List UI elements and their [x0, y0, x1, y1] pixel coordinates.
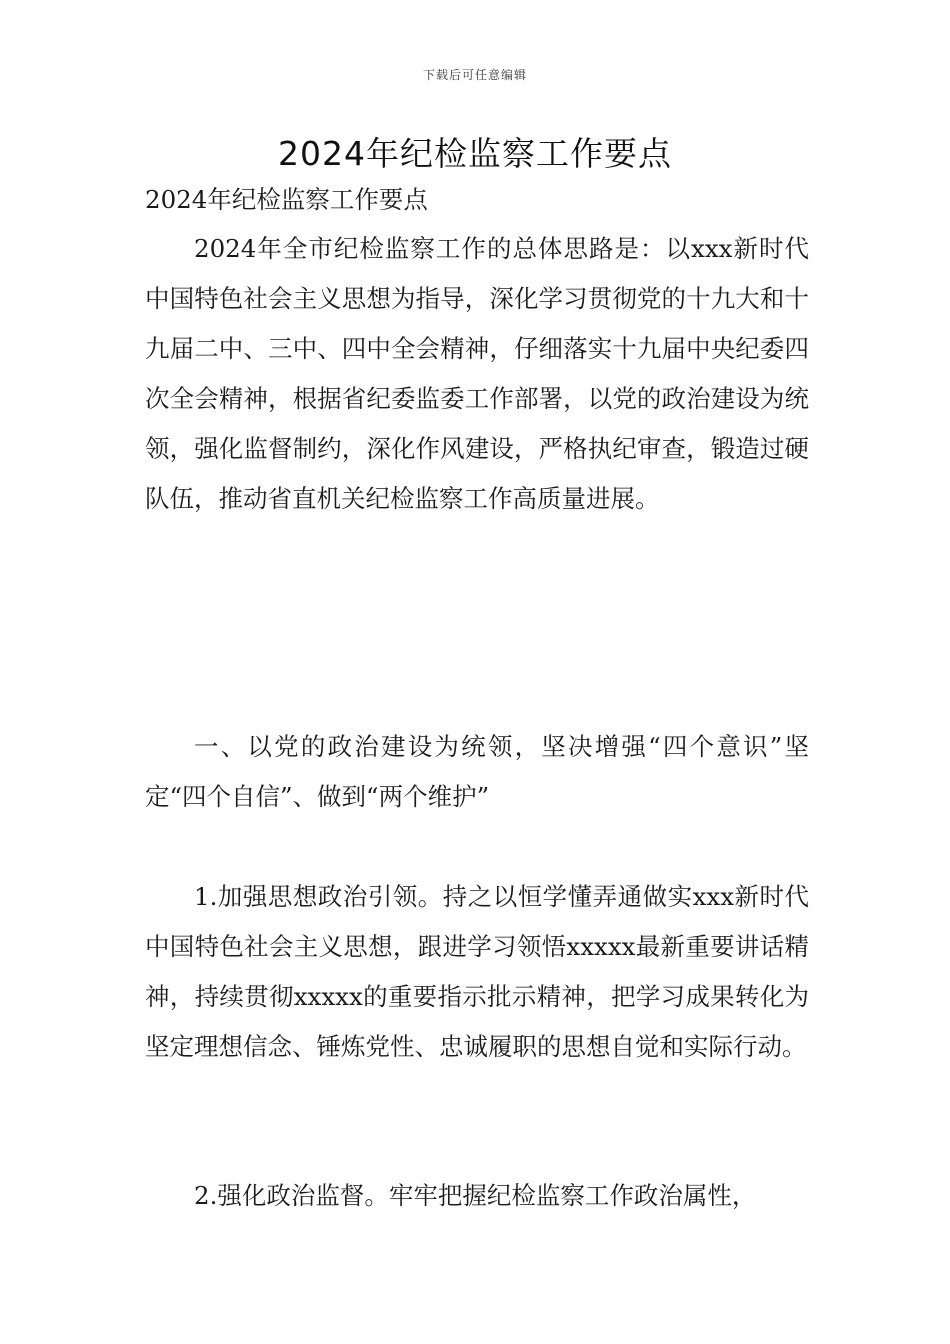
header-note: 下载后可任意编辑	[422, 68, 527, 82]
intro-paragraph: 2024年全市纪检监察工作的总体思路是：以xxx新时代中国特色社会主义思想为指导，深化学习贯彻党的十九大和十九届二中、三中、四中全会精神，仔细落实十九届中央纪委四次全会精神，根据省纪委监委工作部署，以党的政治建设为统领，强化监督制约，深化作风建设，严格执纪审查，锻造过硬队伍，推动省直机关纪检监察工作高质量进展。	[145, 234, 809, 513]
section-heading-1: 一、以党的政治建设为统领，坚决增强“四个意识”坚定“四个自信”、做到“两个维护”	[145, 732, 809, 811]
document-subtitle: 2024年纪检监察工作要点	[145, 185, 428, 214]
item-1-paragraph: 1.加强思想政治引领。持之以恒学懂弄通做实xxx新时代中国特色社会主义思想，跟进学习领悟xxxxx最新重要讲话精神，持续贯彻xxxxx的重要指示批示精神，把学习成果转化为坚定理想信念、锤炼党性、忠诚履职的思想自觉和实际行动。	[145, 882, 809, 1061]
item-2-paragraph: 2.强化政治监督。牢牢把握纪检监察工作政治属性，	[194, 1181, 757, 1210]
document-title: 2024年纪检监察工作要点	[278, 134, 672, 173]
